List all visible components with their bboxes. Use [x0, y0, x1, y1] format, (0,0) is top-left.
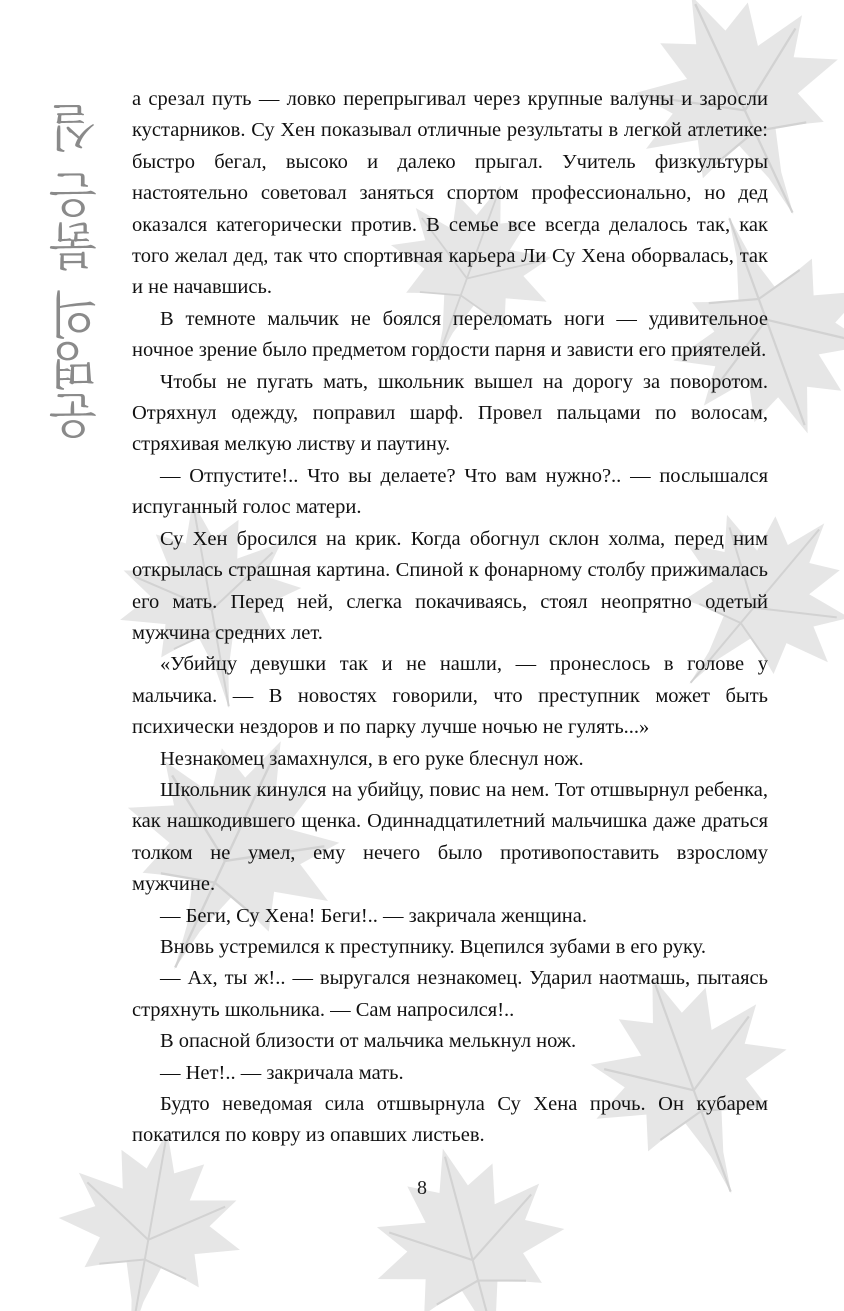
paragraph: — Беги, Су Хена! Беги!.. — закричала женщина.: [160, 904, 587, 927]
paragraph: Вновь устремился к преступнику. Вцепился зубами в его руку.: [160, 935, 706, 958]
paragraph: Незнакомец замахнулся, в его руке блеснул нож.: [160, 747, 584, 770]
paragraph: В темноте мальчик не боялся переломать ноги — удивительное ночное зрение было предметом гордости парня и зависти его приятелей.: [132, 307, 768, 362]
paragraph: — Отпустите!.. Что вы делаете? Что вам нужно?.. — послышался испуганный голос матери.: [132, 464, 768, 519]
paragraph: Будто неведомая сила отшвырнула Су Хена прочь. Он кубарем покатился по ковру из опавших листьев.: [132, 1093, 768, 1147]
paragraph: Школьник кинулся на убийцу, повис на нем. Тот отшвырнул ребенка, как нашкодившего щенка. Одиннадцатилетний мальчишка даже драться толком не умел, ему нечего было противопоставить взрослому мужчине.: [132, 778, 768, 896]
paragraph: Су Хен бросился на крик. Когда обогнул склон холма, перед ним открылась страшная картина. Спиной к фонарному столбу прижималась его мать. Перед ней, слегка покачиваясь, стоял неопрятно одетый мужчина средних лет.: [132, 527, 768, 644]
paragraph: Чтобы не пугать мать, школьник вышел на дорогу за поворотом. Отряхнул одежду, поправил шарф. Провел пальцами по волосам, стряхивая мелкую листву и паутину.: [132, 370, 768, 456]
paragraph: «Убийцу девушки так и не нашли, — пронеслось в голове у мальчика. — В новостях говорили, что преступник может быть психически нездоров и по парку лучше ночью не гулять...»: [132, 653, 768, 739]
paragraph: — Ах, ты ж!.. — выругался незнакомец. Ударил наотмашь, пытаясь стряхнуть школьника. — Сам напросился!..: [132, 967, 768, 1021]
paragraph: — Нет!.. — закричала мать.: [160, 1061, 404, 1084]
paragraph: В опасной близости от мальчика мелькнул нож.: [160, 1030, 577, 1053]
vertical-book-title-bar: [46, 82, 108, 462]
book-text-body: [132, 84, 768, 1152]
page-number: 8: [417, 1177, 427, 1199]
paragraph: а срезал путь — ловко перепрыгивал через крупные валуны и заросли кустарников. Су Хен показывал отличные результаты в легкой атлетике: быстро бегал, высоко и далеко прыгал. Учитель физкультуры настоятельно советовал заняться спортом профессионально, но дед оказался категорически против. В семье все всегда делалось так, как того желал дед, так что спортивная карьера Ли Су Хена оборвалась, так и не начавшись.: [132, 88, 768, 299]
book-title-korean: 운명의 붉은 실: [48, 102, 106, 442]
